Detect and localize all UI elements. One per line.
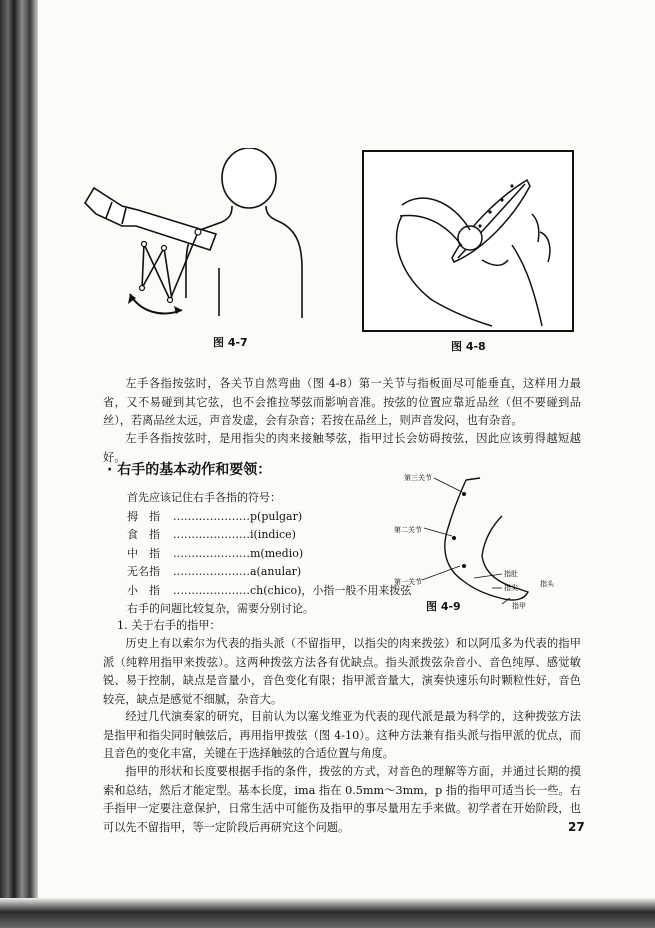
symbols-intro: 首先应该记住右手各指的符号：: [127, 491, 281, 504]
finger-name: 拇 指: [127, 509, 160, 523]
symbol-row: [127, 563, 411, 582]
finger-name: 食 指: [127, 528, 160, 541]
section-heading-right-hand: · 右手的基本动作和要领：: [107, 462, 272, 478]
finger-symbol: …………………m(medio): [173, 546, 304, 560]
fig-4-8-caption: 图 4-8: [451, 340, 486, 353]
label-nail: 指甲: [512, 602, 526, 610]
label-joint1: 第一关节: [394, 578, 422, 586]
symbol-row: [127, 582, 411, 601]
subsection-1-title: 1. 关于右手的指甲：: [117, 619, 221, 632]
label-nail-tip: 指尖: [504, 584, 518, 592]
figure-4-7: [82, 148, 304, 326]
symbol-row: [127, 526, 411, 545]
symbol-row: [127, 545, 411, 564]
finger-symbol: …………………a(anular): [173, 565, 302, 578]
left-hand-paragraph-2: 左手各指按弦时，是用指尖的肉来接触琴弦，指甲过长会妨碍按弦，因此应该剪得越短越好。: [103, 432, 581, 464]
label-joint3: 第三关节: [404, 474, 432, 482]
finger-name: 中 指: [127, 546, 160, 560]
symbol-row: [127, 508, 411, 527]
finger-symbol: …………………i(indice): [173, 528, 296, 541]
nail-paragraph-3: 指甲的形状和长度要根据手指的条件，拨弦的方式，对音色的理解等方面，并通过长期的摸索和总结，然后才能定型。基本长度，ima 指在 0.5mm～3mm，p 指的指甲可适当长一些。右手指甲一定要注意保护，日常生活中可能伤及指甲的事尽量用左手来做。初学者在开始阶段，也可以先不留指甲，等一定阶段后再研究这个问题。: [103, 765, 581, 834]
nail-paragraph-1: 历史上有以索尔为代表的指头派（不留指甲，以指尖的肉来拨弦）和以阿瓜多为代表的指甲派（纯粹用指甲来拨弦）。这两种拨弦方法各有优缺点。指头派拨弦杂音小、音色纯厚、感觉敏锐、易于控制，缺点是音量小，音色变化有限；指甲派音量大，演奏快速乐句时颗粒性好，音色较亮，缺点是感觉不细腻，杂音大。: [103, 637, 581, 706]
label-pad: 指肚: [504, 570, 518, 578]
finger-symbols: [127, 489, 411, 619]
complex-note: 右手的问题比较复杂，需要分别讨论。: [127, 602, 314, 615]
label-joint2: 第二关节: [394, 526, 422, 534]
figure-4-8: [362, 150, 574, 332]
scan-bottom-edge: [0, 898, 655, 928]
fig-4-7-caption: 图 4-7: [213, 336, 248, 349]
figure-4-9: [392, 470, 582, 615]
left-hand-paragraph-1: 左手各指按弦时，各关节自然弯曲（图 4-8）第一关节与指板面尽可能垂直，这样用力最省，又不易碰到其它弦，也不会推拉琴弦而影响音准。按弦的位置应靠近品丝（但不要碰到品丝），若离品丝太远，声音发虚，会有杂音；若按在品丝上，则声音发闷，也有杂音。: [103, 377, 581, 427]
finger-name: 小 指: [127, 583, 160, 597]
book-spine-shadow: [0, 0, 38, 928]
fig-4-9-caption: 图 4-9: [426, 600, 461, 613]
page-number: 27: [568, 820, 585, 834]
finger-symbol: …………………p(pulgar): [173, 509, 303, 523]
nail-paragraph-2: 经过几代演奏家的研究，目前认为以塞戈维亚为代表的现代派是最为科学的，这种拨弦方法是指甲和指尖同时触弦后，再用指甲拨弦（图 4-10）。这种方法兼有指头派与指甲派的优点，而且音色的变化丰富，关键在于选择触弦的合适位置与角度。: [103, 710, 581, 760]
label-tip: 指头: [540, 580, 554, 588]
finger-symbol: …………………ch(chico)，小指一般不用来拨弦: [173, 583, 412, 597]
finger-name: 无名指: [127, 565, 160, 578]
